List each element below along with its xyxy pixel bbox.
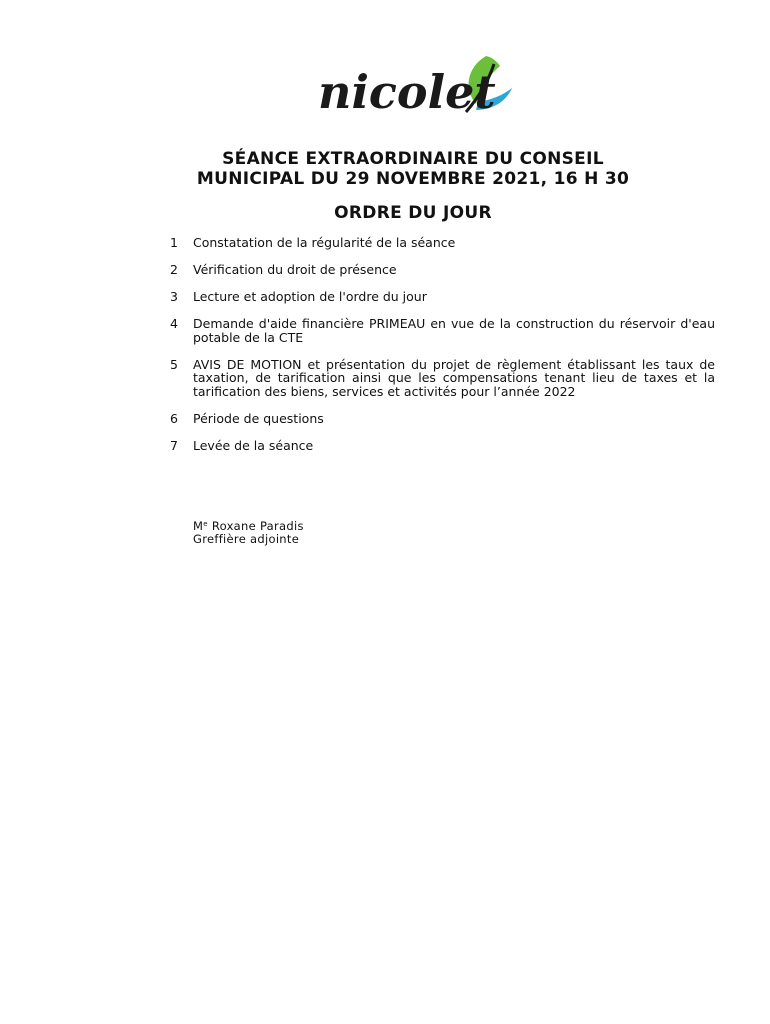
agenda-item-text: Demande d'aide financière PRIMEAU en vue de la construction du réservoir d'eau potable de la CTE — [193, 316, 715, 345]
signatory-name: Roxane Paradis — [211, 519, 304, 533]
agenda-item-number: 3 — [170, 289, 178, 304]
agenda-item — [170, 263, 715, 277]
meeting-title-line1: SÉANCE EXTRAORDINAIRE DU CONSEIL — [222, 149, 604, 169]
agenda-heading: ORDRE DU JOUR — [334, 203, 492, 223]
agenda-item-number: 6 — [170, 410, 178, 426]
agenda-item-text: Lecture et adoption de l'ordre du jour — [193, 289, 427, 304]
nicolet-logo-graphic — [316, 52, 516, 122]
agenda-item-text: Vérification du droit de présence — [193, 262, 397, 277]
agenda-item-number: 4 — [170, 316, 178, 331]
nicolet-logo — [316, 52, 516, 122]
signatory-name-line — [193, 518, 304, 533]
agenda-item-number: 7 — [170, 437, 178, 453]
agenda-item — [170, 290, 715, 304]
signatory-role: Greffière adjointe — [193, 531, 300, 546]
logo-wordmark: nicolet — [318, 65, 496, 119]
agenda-item-number: 1 — [170, 235, 178, 250]
signatory-title-prefix: M — [193, 519, 204, 533]
agenda-item-text: AVIS DE MOTION et présentation du projet de règlement établissant les taux de taxation, de tarification ainsi que les compensations tenant lieu de taxes et la tarification des biens, services et activités pour l’année 2022 — [193, 356, 715, 399]
meeting-title — [100, 149, 726, 189]
agenda-item — [170, 358, 715, 399]
agenda-item — [170, 317, 715, 344]
signature-block — [193, 518, 304, 545]
agenda-item — [170, 439, 715, 453]
agenda-item-text: Constatation de la régularité de la séance — [193, 235, 456, 250]
meeting-title-line2: MUNICIPAL DU 29 NOVEMBRE 2021, 16 H 30 — [196, 169, 630, 189]
agenda-item — [170, 412, 715, 426]
agenda-item-text: Levée de la séance — [193, 437, 314, 453]
agenda-item-number: 2 — [170, 262, 178, 277]
agenda-list — [170, 236, 715, 466]
agenda-item — [170, 236, 715, 250]
signatory-title-sup: e — [203, 520, 208, 528]
agenda-item-number: 5 — [170, 356, 178, 372]
agenda-item-text: Période de questions — [193, 410, 324, 426]
